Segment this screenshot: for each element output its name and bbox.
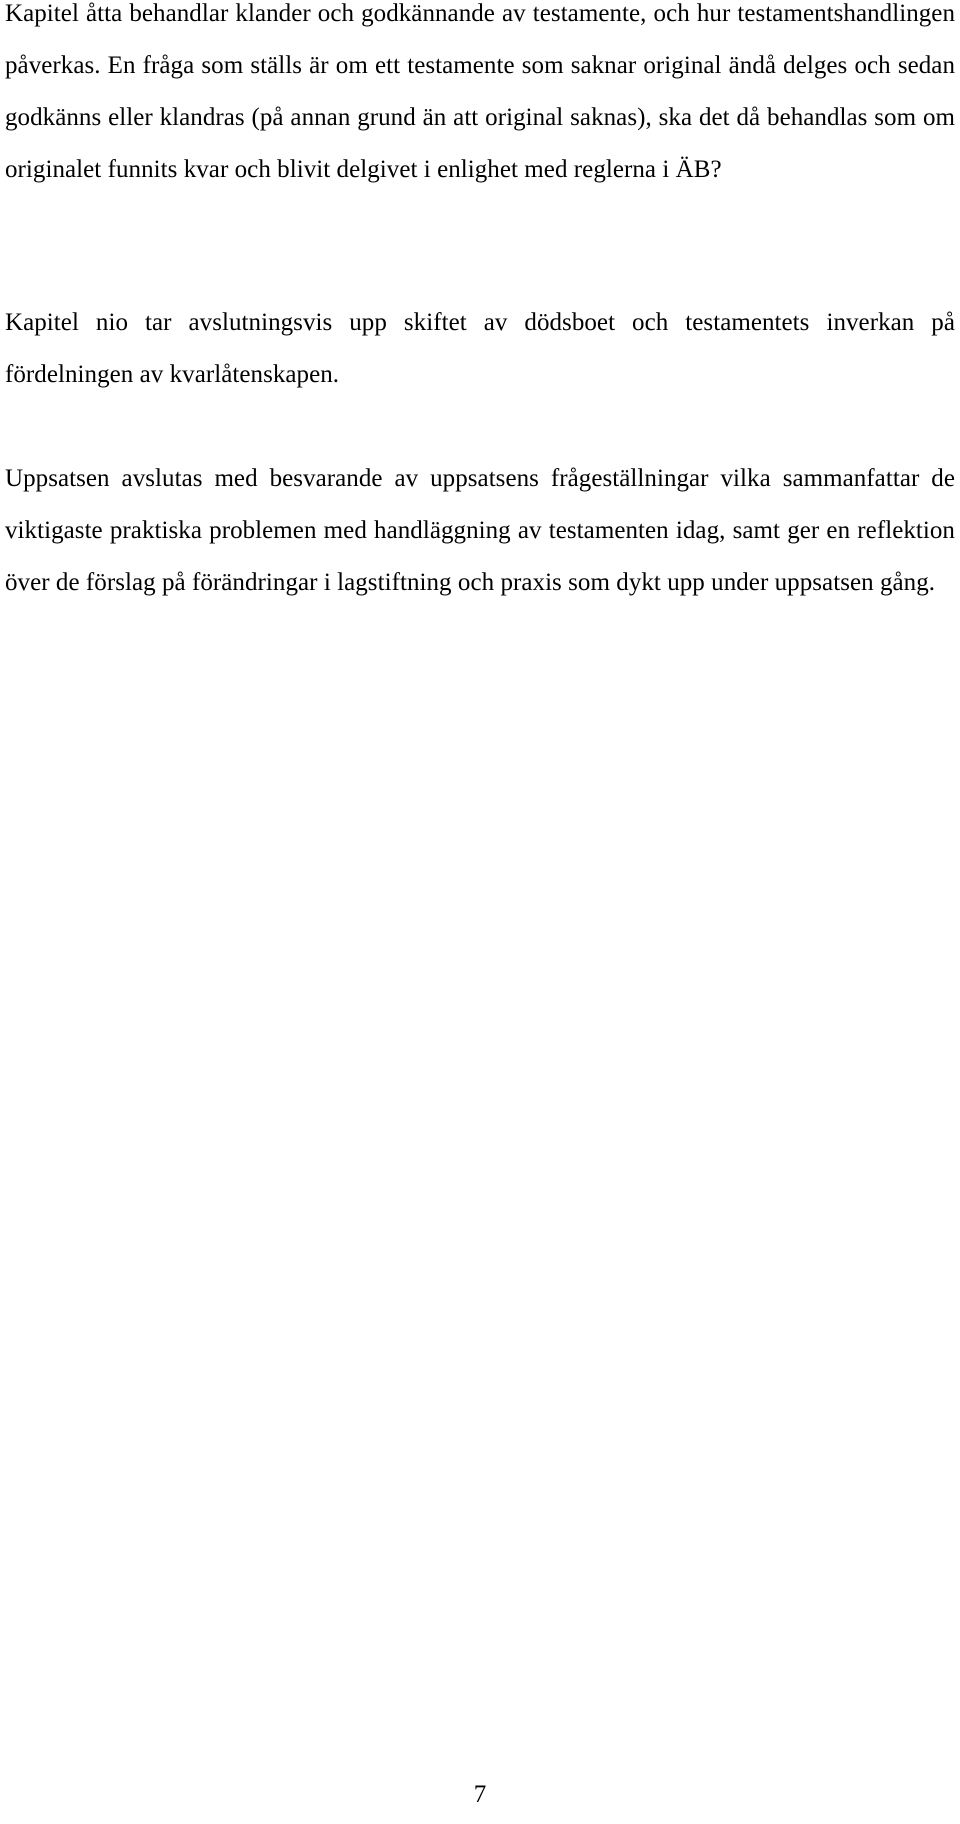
- page-number: 7: [473, 1781, 487, 1808]
- paragraph-conclusion: Uppsatsen avslutas med besvarande av uppsatsens frågeställningar vilka sammanfattar de viktigaste praktiska problemen med handläggning av testamenten idag, samt ger en reflektion över de förslag på förändringar i lagstiftning och praxis som dykt upp under uppsatsen gång.: [5, 465, 955, 596]
- paragraph-chapter-eight: Kapitel åtta behandlar klander och godkännande av testamente, och hur testamentshandlingen påverkas. En fråga som ställs är om ett testamente som saknar original ändå delges och sedan godkänns eller klandras (på annan grund än att original saknas), ska det då behandlas som om originalet funnits kvar och blivit delgivet i enlighet med reglerna i ÄB?: [5, 0, 955, 183]
- paragraph-chapter-nine: Kapitel nio tar avslutningsvis upp skiftet av dödsboet och testamentets inverkan på fördelningen av kvarlåtenskapen.: [5, 309, 955, 388]
